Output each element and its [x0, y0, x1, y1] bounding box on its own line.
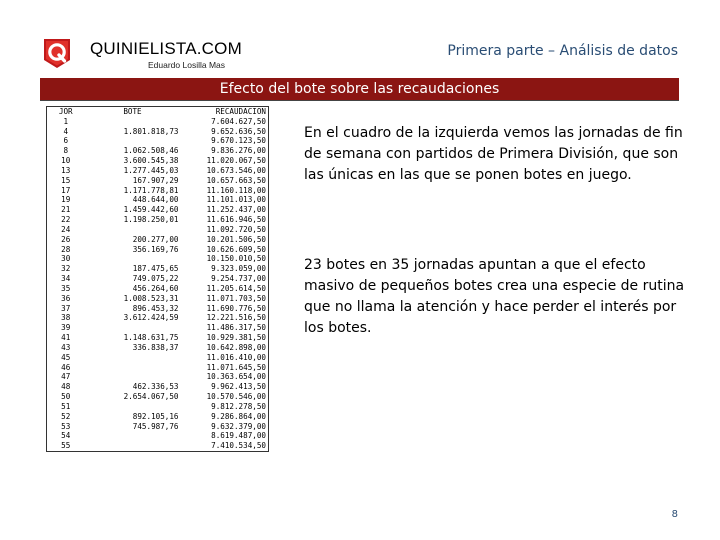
cell-bote: [85, 431, 181, 441]
cell-recaudacion: 11.020.067,50: [206, 156, 266, 166]
cell-recaudacion: 11.071.645,50: [206, 362, 266, 372]
table-row: [47, 225, 269, 235]
cell-recaudacion: 10.642.898,00: [206, 342, 266, 352]
cell-jor: 17: [61, 185, 71, 195]
cell-bote: [85, 372, 181, 382]
cell-bote: 462.336,53: [132, 382, 179, 392]
banner-divider: [40, 100, 679, 101]
cell-bote: 3.612.424,59: [123, 313, 179, 323]
cell-recaudacion: 9.670.123,50: [211, 136, 266, 146]
column-header-bote: BOTE: [123, 107, 142, 116]
cell-jor: 8: [63, 146, 69, 156]
cell-jor: 26: [61, 234, 71, 244]
table-row: [47, 117, 269, 127]
table-row: [47, 313, 269, 323]
table-row: [47, 205, 269, 215]
table-row: [47, 195, 269, 205]
cell-jor: 15: [61, 175, 71, 185]
table-row: [47, 304, 269, 314]
cell-jor: 28: [61, 244, 71, 254]
cell-jor: 4: [63, 126, 69, 136]
cell-bote: 745.987,76: [132, 421, 179, 431]
cell-bote: 167.907,29: [132, 175, 179, 185]
cell-recaudacion: 11.016.410,00: [206, 352, 266, 362]
cell-jor: 21: [61, 205, 71, 215]
cell-recaudacion: 10.363.654,00: [206, 372, 266, 382]
cell-bote: 187.475,65: [132, 264, 179, 274]
cell-bote: 1.062.508,46: [123, 146, 179, 156]
table-row: [47, 392, 269, 402]
cell-bote: 3.600.545,38: [123, 156, 179, 166]
cell-jor: 53: [61, 421, 71, 431]
cell-recaudacion: 7.410.534,50: [211, 441, 266, 451]
cell-bote: 1.008.523,31: [123, 293, 179, 303]
table-row: [47, 136, 269, 146]
table-row: [47, 294, 269, 304]
jornadas-table: [46, 106, 269, 452]
author-name: Eduardo Losilla Mas: [148, 60, 226, 70]
cell-jor: 47: [61, 372, 71, 382]
cell-jor: 34: [61, 274, 71, 284]
cell-bote: 1.198.250,01: [123, 215, 179, 225]
table-row: [47, 343, 269, 353]
cell-bote: 356.169,76: [132, 244, 179, 254]
cell-bote: 336.838,37: [132, 342, 179, 352]
cell-recaudacion: 9.962.413,50: [211, 382, 266, 392]
cell-recaudacion: 10.657.663,50: [206, 175, 266, 185]
cell-recaudacion: 9.652.636,50: [211, 126, 266, 136]
slide-title-banner: Efecto del bote sobre las recaudaciones: [40, 78, 679, 100]
cell-bote: 1.148.631,75: [123, 333, 179, 343]
cell-bote: [85, 363, 181, 373]
cell-recaudacion: 9.323.059,00: [211, 264, 266, 274]
cell-recaudacion: 7.604.627,50: [211, 116, 266, 126]
table-row: [47, 166, 269, 176]
cell-jor: 54: [61, 431, 71, 441]
cell-bote: 896.453,32: [132, 303, 179, 313]
table-row: [47, 235, 269, 245]
cell-recaudacion: 9.632.379,00: [211, 421, 266, 431]
cell-jor: 36: [61, 293, 71, 303]
table-row: [47, 372, 269, 382]
column-header-jor: JOR: [58, 107, 73, 116]
paragraph-botes: 23 botes en 35 jornadas apuntan a que el efecto masivo de pequeños botes crea una especie de rutina que no llama la atención y hace perder el interés por los botes.: [304, 257, 685, 336]
cell-jor: 1: [63, 116, 69, 126]
cell-bote: 2.654.067,50: [123, 392, 179, 402]
cell-bote: [85, 254, 181, 264]
cell-jor: 50: [61, 392, 71, 402]
cell-jor: 52: [61, 411, 71, 421]
cell-recaudacion: 10.673.546,00: [206, 165, 266, 175]
cell-jor: 13: [61, 165, 71, 175]
cell-jor: 45: [61, 352, 71, 362]
cell-recaudacion: 11.486.317,50: [206, 323, 266, 333]
cell-bote: 1.459.442,60: [123, 205, 179, 215]
table-row: [47, 186, 269, 196]
table-row: [47, 245, 269, 255]
cell-recaudacion: 11.071.703,50: [206, 293, 266, 303]
cell-jor: 37: [61, 303, 71, 313]
cell-jor: 10: [61, 156, 71, 166]
cell-recaudacion: 9.836.276,00: [211, 146, 266, 156]
cell-jor: 41: [61, 333, 71, 343]
table-row: [47, 264, 269, 274]
table-row: [47, 363, 269, 373]
cell-jor: 32: [61, 264, 71, 274]
table-row: [47, 284, 269, 294]
cell-recaudacion: 9.254.737,00: [211, 274, 266, 284]
table-header-row: [47, 107, 269, 117]
cell-bote: 456.264,60: [132, 283, 179, 293]
cell-recaudacion: 11.092.720,50: [206, 224, 266, 234]
cell-recaudacion: 11.252.437,00: [206, 205, 266, 215]
cell-bote: [85, 323, 181, 333]
cell-jor: 30: [61, 254, 71, 264]
cell-bote: 1.171.778,81: [123, 185, 179, 195]
cell-recaudacion: 10.150.010,50: [206, 254, 266, 264]
table-row: [47, 127, 269, 137]
table-row: [47, 323, 269, 333]
cell-jor: 35: [61, 283, 71, 293]
table-row: [47, 382, 269, 392]
cell-jor: 43: [61, 342, 71, 352]
cell-recaudacion: 11.690.776,50: [206, 303, 266, 313]
cell-bote: [85, 225, 181, 235]
cell-recaudacion: 11.160.118,00: [206, 185, 266, 195]
table-row: [47, 254, 269, 264]
table-row: [47, 431, 269, 441]
cell-bote: 749.075,22: [132, 274, 179, 284]
cell-jor: 24: [61, 224, 71, 234]
paragraph-jornadas: En el cuadro de la izquierda vemos las jornadas de fin de semana con partidos de Primera División, que son las únicas en las que se ponen botes en juego.: [304, 125, 683, 183]
cell-recaudacion: 10.626.609,50: [206, 244, 266, 254]
cell-bote: [85, 402, 181, 412]
cell-bote: [85, 353, 181, 363]
table-row: [47, 422, 269, 432]
cell-recaudacion: 10.201.506,50: [206, 234, 266, 244]
table-row: [47, 274, 269, 284]
cell-jor: 22: [61, 215, 71, 225]
table-row: [47, 176, 269, 186]
cell-jor: 19: [61, 195, 71, 205]
cell-jor: 51: [61, 401, 71, 411]
cell-bote: 200.277,00: [132, 234, 179, 244]
table-row: [47, 402, 269, 412]
table-row: [47, 215, 269, 225]
cell-recaudacion: 9.812.278,50: [211, 401, 266, 411]
page-number: 8: [671, 509, 678, 520]
cell-bote: [85, 117, 181, 127]
cell-bote: 448.644,00: [132, 195, 179, 205]
brand-name: QUINIELISTA.COM: [90, 39, 242, 58]
cell-recaudacion: 11.616.946,50: [206, 215, 266, 225]
cell-jor: 55: [61, 441, 71, 451]
cell-bote: [85, 441, 181, 451]
table-row: [47, 412, 269, 422]
cell-jor: 46: [61, 362, 71, 372]
table-body: [47, 117, 269, 452]
table-row: [47, 156, 269, 166]
q-logo-icon: [40, 36, 74, 70]
cell-recaudacion: 12.221.516,50: [206, 313, 266, 323]
cell-jor: 38: [61, 313, 71, 323]
cell-jor: 6: [63, 136, 69, 146]
table-row: [47, 441, 269, 451]
cell-bote: 892.105,16: [132, 411, 179, 421]
cell-recaudacion: 11.205.614,50: [206, 283, 266, 293]
table-row: [47, 146, 269, 156]
cell-recaudacion: 8.619.487,00: [211, 431, 266, 441]
cell-bote: 1.801.818,73: [123, 126, 179, 136]
cell-jor: 48: [61, 382, 71, 392]
cell-recaudacion: 11.101.013,00: [206, 195, 266, 205]
cell-recaudacion: 10.570.546,00: [206, 392, 266, 402]
cell-jor: 39: [61, 323, 71, 333]
table-row: [47, 333, 269, 343]
cell-bote: [85, 136, 181, 146]
cell-recaudacion: 10.929.381,50: [206, 333, 266, 343]
table-row: [47, 353, 269, 363]
column-header-recaudacion: RECAUDACION: [215, 107, 266, 116]
section-title: Primera parte – Análisis de datos: [447, 43, 678, 59]
cell-recaudacion: 9.286.864,00: [211, 411, 266, 421]
cell-bote: 1.277.445,03: [123, 165, 179, 175]
